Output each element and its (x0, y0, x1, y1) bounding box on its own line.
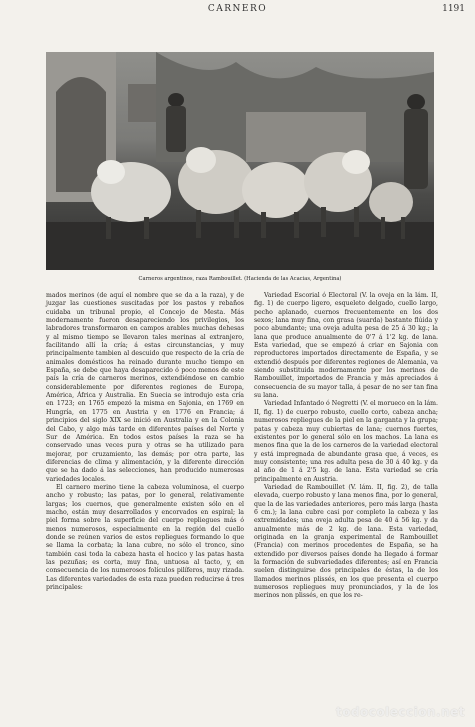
right-paragraph-1: Variedad Escorial ó Electoral (V. la oveja en la lám. II, fig. 1) de cuerpo ligero, esqueleto delgado, cuello largo, pecho aplanado, cuernos frecuentemente en los dos sexos; lana muy fina, con grasa (suarda) bastante flúida y poco abundante; una oveja adulta pesa de 25 á 30 kg.; la lana que produce anualmente de 0'7 á 1'2 kg. de lana. Esta variedad, que se empezó á criar en Sajonia con reproductores importados directamente de España, y se extendió después por diferentes regiones de Alemania, va siendo substituida modernamente por los merinos de Rambouillet, importados de Francia y más apreciados á consecuencia de su mayor talla, á pesar de no ser tan fina su lana. (254, 292, 438, 400)
sheep-photograph (46, 52, 434, 270)
photo-figure-head-right (407, 94, 425, 110)
running-head: CARNERO (207, 4, 268, 14)
left-column (46, 292, 244, 592)
photo-sheep (242, 162, 310, 218)
photo-caption: Carneros argentinos, raza Rambouillet. (Hacienda de las Acacias, Argentina) (138, 276, 342, 282)
photo-figure-head (168, 93, 184, 107)
right-paragraph-2: Variedad Infantado ó Negretti (V. el morueco en la lám. II, fig. 1) de cuerpo robusto, cuello corto, cabeza ancha; numerosos repliegues de la piel en la garganta y la grupa; patas y cabeza muy cubiertas de lana; cuernos fuertes, existentes por lo general sólo en los machos. La lana es menos fina que la de los carneros de la variedad electoral y está impregnada de abundante grasa que, á veces, es muy consistente; una res adulta pesa de 30 á 40 kg. y da al año de 1 á 2'5 kg. de lana. Esta variedad se cría principalmente en Austria. (254, 400, 438, 483)
page-header (0, 4, 475, 18)
photo-sheep (369, 182, 413, 222)
page-number: 1191 (442, 4, 465, 14)
photo-sheep (97, 160, 125, 184)
left-paragraph-2: El carnero merino tiene la cabeza voluminosa, el cuerpo ancho y robusto; las patas, por lo general, relativamente largas; los cuernos, que generalmente existen sólo en el macho, están muy desarrollados y encorvados en espiral; la piel forma sobre la superficie del cuerpo repliegues más ó menos numerosos, especialmente en la región del cuello donde se reúnen varios de estos repliegues formando lo que se llama la corbata; la lana cubre, no sólo el tronco, sino también casi toda la cabeza hasta el hocico y las patas hasta las pezuñas; es corta, muy fina, untuosa al tacto, y, en consecuencia de los numerosos folículos pilíferos, muy rizada. Las diferentes variedades de esta raza pueden reducirse á tres principales: (46, 483, 244, 592)
photo-figure-body (166, 106, 186, 152)
photo-window (128, 84, 156, 122)
photo-figure-body-right (404, 109, 428, 189)
right-paragraph-3: Variedad de Rambouillet (V. lám. II, fig. 2), de talla elevada, cuerpo robusto y lana menos fina, por lo general, que la de las variedades anteriores, pero más larga (hasta 6 cm.); la lana cubre casi por completo la cabeza y las extremidades; una oveja adulta pesa de 40 á 56 kg. y da anualmente más de 2 kg. de lana. Esta variedad, originada en la granja experimental de Rambouillet (Francia) con merinos procedentes de España, se ha extendido por diversos países donde ha llegado á formar la formación de subvariedades diferentes; así en Francia suelen distinguirse dos principales de éstas, la de los llamados merinos plissés, en los que presenta el cuerpo numerosos repliegues muy pronunciados, y la de los merinos non plissés, en que los re- (254, 483, 438, 600)
right-column (254, 292, 438, 601)
photo-sheep (186, 147, 216, 173)
photo-sheep (342, 150, 370, 174)
photo-ground (46, 222, 434, 270)
left-paragraph-1: mados merinos (de aquí el nombre que se da a la raza), y de juzgar las cuestiones suscitadas por los pastos y rebaños cuidaba un tribunal propio, el Concejo de Mesta. Más modernamente fueron desapareciendo los privilegios, los labradores transformaron en campos arables muchas dehesas y al mismo tiempo se llevaron tales merinas al extranjero, facilitando allí la cría; á estas circunstancias, y muy principalmente tambien al descuido que respecto de la cría de animales domésticos ha reinado durante mucho tiempo en España, se debe que haya desaparecido ó poco menos de este país la cría de carneros merinos, extendiéndose en cambio considerablemente por diferentes regiones de Europa, América, África y Australia. En Suecia se introdujo esta cría en 1723; en 1765 empezó la misma en Sajonia, en 1769 en Hungría, en 1775 en Austria y en 1776 en Francia; á principios del siglo XIX se inició en Australia y en la Colonia del Cabo, y algo más tarde en diferentes países del Norte y Sur de América. En todos estos países la raza se ha conservado unas veces pura y otras se ha utilizado para mejorar, por cruzamiento, las demás; por otra parte, las diferencias de clima y alimentación, y la diferente dirección que se ha dado á las selecciones, han producido numerosas variedades locales. (46, 292, 244, 483)
watermark: todocoleccion.net (335, 705, 465, 719)
